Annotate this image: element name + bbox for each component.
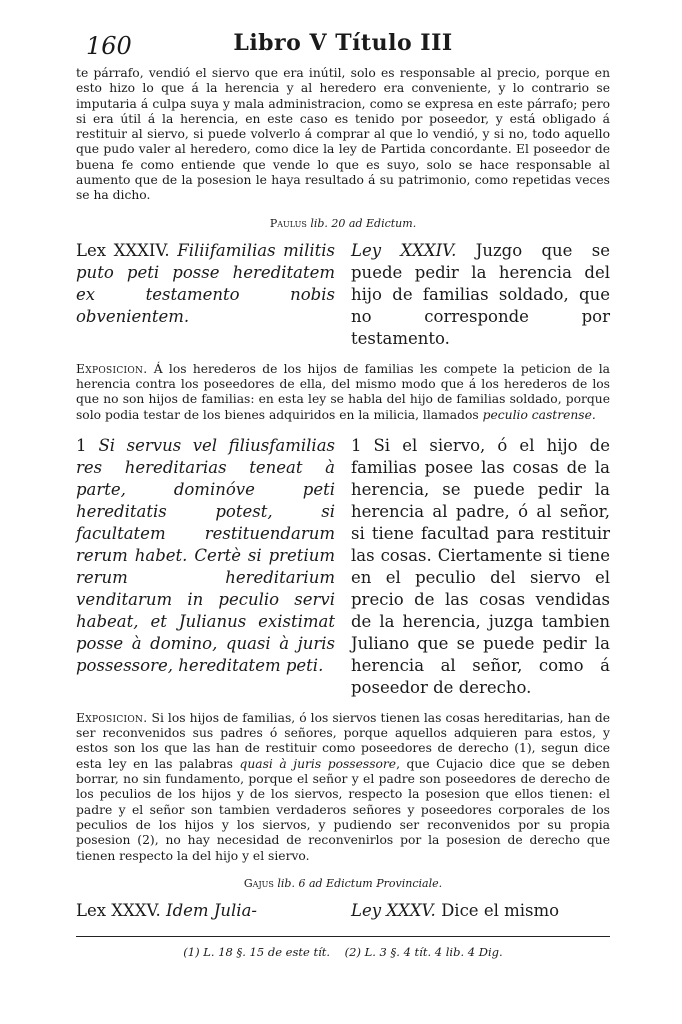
lex-label: Lex XXXIV. [76,240,170,260]
exposition-label: Exposicion. [76,710,148,725]
exposition-phrase: quasi à juris possessore [239,756,397,771]
running-title: Libro V Título III [233,30,453,56]
latin-column [76,900,335,922]
source-author: Gajus [243,876,274,890]
exposition-text-b: , que Cujacio dice que se deben borrar, no sin fundamento, porque el señor y el padre son poseedores de derecho de los peculios de los hijos y de los siervos, respecto la posesion que ellos tienen: el padre y el señor son tambien verdaderos señores y poseedores corporales de los peculios de los hijos y los siervos, y pudiendo ser reconvenidos por su propia posesion (2), no hay necesidad de reconvenirlos por la posesion de derecho que tienen respecto la del hijo y el siervo. [76,756,610,863]
spanish-text: Juzgo que se puede pedir la herencia del hijo de familias soldado, que no corresponde por testamento. [351,240,610,348]
spanish-ley-35 [351,900,610,922]
spanish-column [351,900,610,922]
exposition-text: Á los herederos de los hijos de familias les compete la peticion de la herencia contra los poseedores de ella, del mismo modo que á los herederos de los que no son hijos de familias: en esta ley se habla del hijo de familias soldado, porque solo podia testar de los bienes adquiridos en la milicia, llamados [76,361,610,422]
footnote-rule [76,936,610,937]
lex-label: Lex XXXV. [76,900,161,920]
footnote-1: (1) L. 18 §. 15 de este tít. [183,944,331,959]
latin-text: Filiifamilias militis puto peti posse hereditatem ex testamento nobis obvenientem. [76,240,335,326]
intro-paragraph: te párrafo, vendió el siervo que era inútil, solo es responsable al precio, porque en esto hizo lo que á la herencia y al heredero era conveniente, y lo contrario se imputaria á culpa suya y mala administracion, como se expresa en este párrafo; pero si era útil á la herencia, en este caso es tenido por poseedor, y está obligado á restituir al siervo, si puede volverlo á comprar al que lo vendió, y si no, todo aquello que pudo valer al heredero, como dice la ley de Partida concordante. El poseedor de buena fe como entiende que vende lo que es suyo, solo se hace responsable al aumento que de la posesion le haya resultado á su patrimonio, como repetidas veces se ha dicho. [76,66,610,203]
latin-text: Idem Julia- [166,900,257,920]
latin-column [76,240,335,350]
source-citation-paulus [76,217,610,230]
ley-label: Ley XXXIV. [351,240,457,260]
latin-section-1 [76,435,335,677]
lex-34-columns [76,240,610,350]
spanish-section-1 [351,435,610,699]
latin-name: Julianus [178,611,247,631]
lex-35-columns [76,900,610,922]
exposition-text-a: Si los hijos de familias, ó los siervos tienen las cosas hereditarias, han de ser reconvenidos sus padres ó señores, porque aquellos adquieren para estos, y estos son los que las han de restituir como poseedores de derecho (1), segun dice esta ley en las palabras [76,710,610,771]
spanish-text: Dice el mismo [441,900,560,920]
section-number: 1 [351,435,362,455]
exposition-1 [76,362,610,423]
page-header [76,30,610,66]
exposition-label: Exposicion. [76,361,148,376]
latin-lex-35 [76,900,335,922]
section-number: 1 [76,435,87,455]
latin-text-b: existimat posse à domino, quasi à juris possessore, hereditatem peti. [76,611,335,675]
footnotes [76,945,610,959]
latin-text-a: Si servus vel filiusfamilias res hereditarias teneat à parte, dominóve peti hereditatis potest, si facultatem restituendarum rerum habet. Certè si pretium rerum hereditarium venditarum in peculio servi habeat, et [76,435,335,631]
spanish-text: Si el siervo, ó el hijo de familias posee las cosas de la herencia, se puede pedir la herencia al padre, ó al señor, si tiene facultad para restituir las cosas. Ciertamente si tiene en el peculio del siervo el precio de las cosas vendidas de la herencia, juzga tambien Juliano que se puede pedir la herencia al señor, como á poseedor de derecho. [351,435,610,697]
source-reference: lib. 20 ad Edictum. [310,216,417,230]
exposition-term: peculio castrense. [482,407,596,422]
section-1-columns [76,435,610,699]
footnote-2: (2) L. 3 §. 4 tít. 4 lib. 4 Dig. [344,944,503,959]
spanish-ley-34 [351,240,610,350]
source-citation-gajus [76,877,610,890]
source-reference: lib. 6 ad Edictum Provinciale. [277,876,443,890]
spanish-column [351,435,610,699]
spanish-column [351,240,610,350]
page-number: 160 [86,32,132,60]
latin-lex-34 [76,240,335,328]
latin-column [76,435,335,699]
source-author: Paulus [269,216,307,230]
ley-label: Ley XXXV. [351,900,436,920]
exposition-2 [76,711,610,864]
